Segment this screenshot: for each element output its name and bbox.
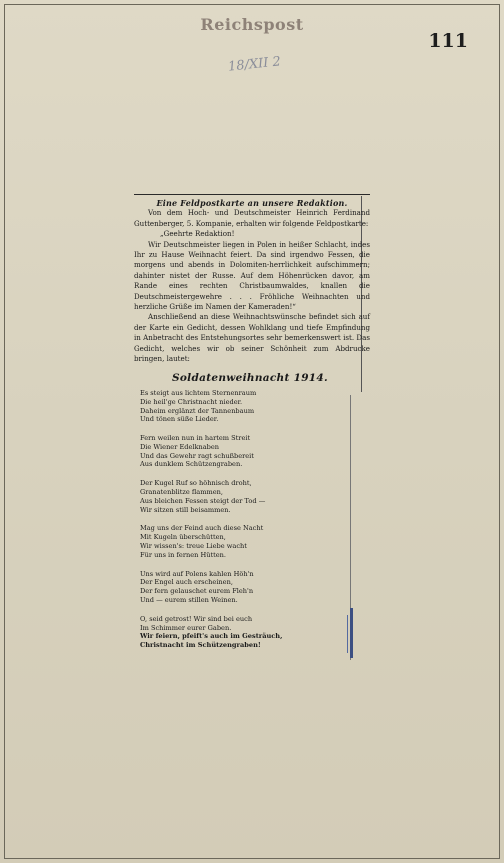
- poem-line: O, seid getrost! Wir sind bei euch: [140, 614, 253, 623]
- poem-line: Und tönen süße Lieder.: [140, 415, 219, 424]
- poem-line: Im Schimmer eurer Gaben.: [140, 623, 232, 632]
- newspaper-stamp: Reichspost: [200, 15, 304, 34]
- poem-stanza: [140, 615, 360, 650]
- poem-title: Soldatenweihnacht 1914.: [172, 371, 328, 384]
- poem-line: Der fern gelauschet eurem Fleh'n: [140, 587, 254, 596]
- poem-line: Wir wissen's: treue Liebe wacht: [140, 542, 247, 551]
- poem-line: Für uns in fernen Hütten.: [140, 550, 227, 559]
- poem-stanza: [140, 570, 360, 605]
- poem-line: Und — eurem stillen Weinen.: [140, 596, 238, 605]
- poem-line: Granatenblitze flammen,: [140, 488, 223, 497]
- poem-line: Die heil'ge Christnacht nieder.: [140, 397, 243, 406]
- poem-line: Wir sitzen still beisammen.: [140, 505, 231, 514]
- poem-stanza: [140, 389, 360, 424]
- poem-line: Es steigt aus lichtem Sternenraum: [140, 388, 257, 397]
- poem-line: Der Engel auch erscheinen,: [140, 578, 233, 587]
- poem-line: Mit Kugeln überschütten,: [140, 533, 226, 542]
- newspaper-clipping: [134, 192, 370, 660]
- page-number: 111: [428, 30, 468, 52]
- poem-stanza: [140, 524, 360, 559]
- poem-stanza: [140, 434, 360, 469]
- poem-line: Christnacht im Schützengraben!: [140, 641, 261, 650]
- poem-line: Fern weilen nun in hartem Streit: [140, 434, 251, 443]
- poem-line: Mag uns der Feind auch diese Nacht: [140, 524, 264, 533]
- poem-line: Aus dunklem Schützengraben.: [140, 460, 243, 469]
- pencil-date-note: 18/XII 2: [227, 54, 282, 75]
- poem: [140, 373, 360, 651]
- poem-line: Der Kugel Ruf so höhnisch droht,: [140, 479, 252, 488]
- article-salutation: „Geehrte Redaktion!: [160, 229, 235, 239]
- article-intro: Von dem Hoch- und Deutschmeister Heinrich Ferdinand Guttenberger, 5. Kompanie, erhalten wir folgende Feldpostkarte:: [134, 208, 370, 228]
- poem-line: Uns wird auf Polens kahlen Höh'n: [140, 569, 254, 578]
- poem-line: Die Wiener Edelknaben: [140, 442, 220, 451]
- poem-line: Wir feiern, pfeift's auch im Gesträuch,: [140, 632, 283, 641]
- poem-line: Aus bleichen Fessen steigt der Tod —: [140, 496, 266, 505]
- poem-stanza: [140, 479, 360, 514]
- article-body-2: Anschließend an diese Weihnachtswünsche befindet sich auf der Karte ein Gedicht, dessen Wohlklang und tiefe Empfindung in Anbetracht des Entstehungsortes sehr bemerkenswert ist. Das Gedicht, welches wir ob seiner Schönheit zum Abdrucke bringen, lautet:: [134, 312, 370, 364]
- article-body-1: Wir Deutschmeister liegen in Polen in heißer Schlacht, indes Ihr zu Hause Weihnacht feiert. Da sind irgendwo Fessen, die morgens und abends in Dolomiten-herrlichkeit aufschimmern; dahinter nistet der Russe. Auf dem Höhenrücken davor, am Rande eines rechten Christbaumwaldes, knallen die Deutschmeistergewehre . . . Fröhliche Weihnachten und herzliche Grüße im Namen der Kameraden!“: [134, 239, 370, 312]
- poem-line: Und das Gewehr ragt schußbereit: [140, 451, 254, 460]
- article-headline: Eine Feldpostkarte an unsere Redaktion.: [156, 198, 348, 208]
- poem-line: Daheim erglänzt der Tannenbaum: [140, 406, 255, 415]
